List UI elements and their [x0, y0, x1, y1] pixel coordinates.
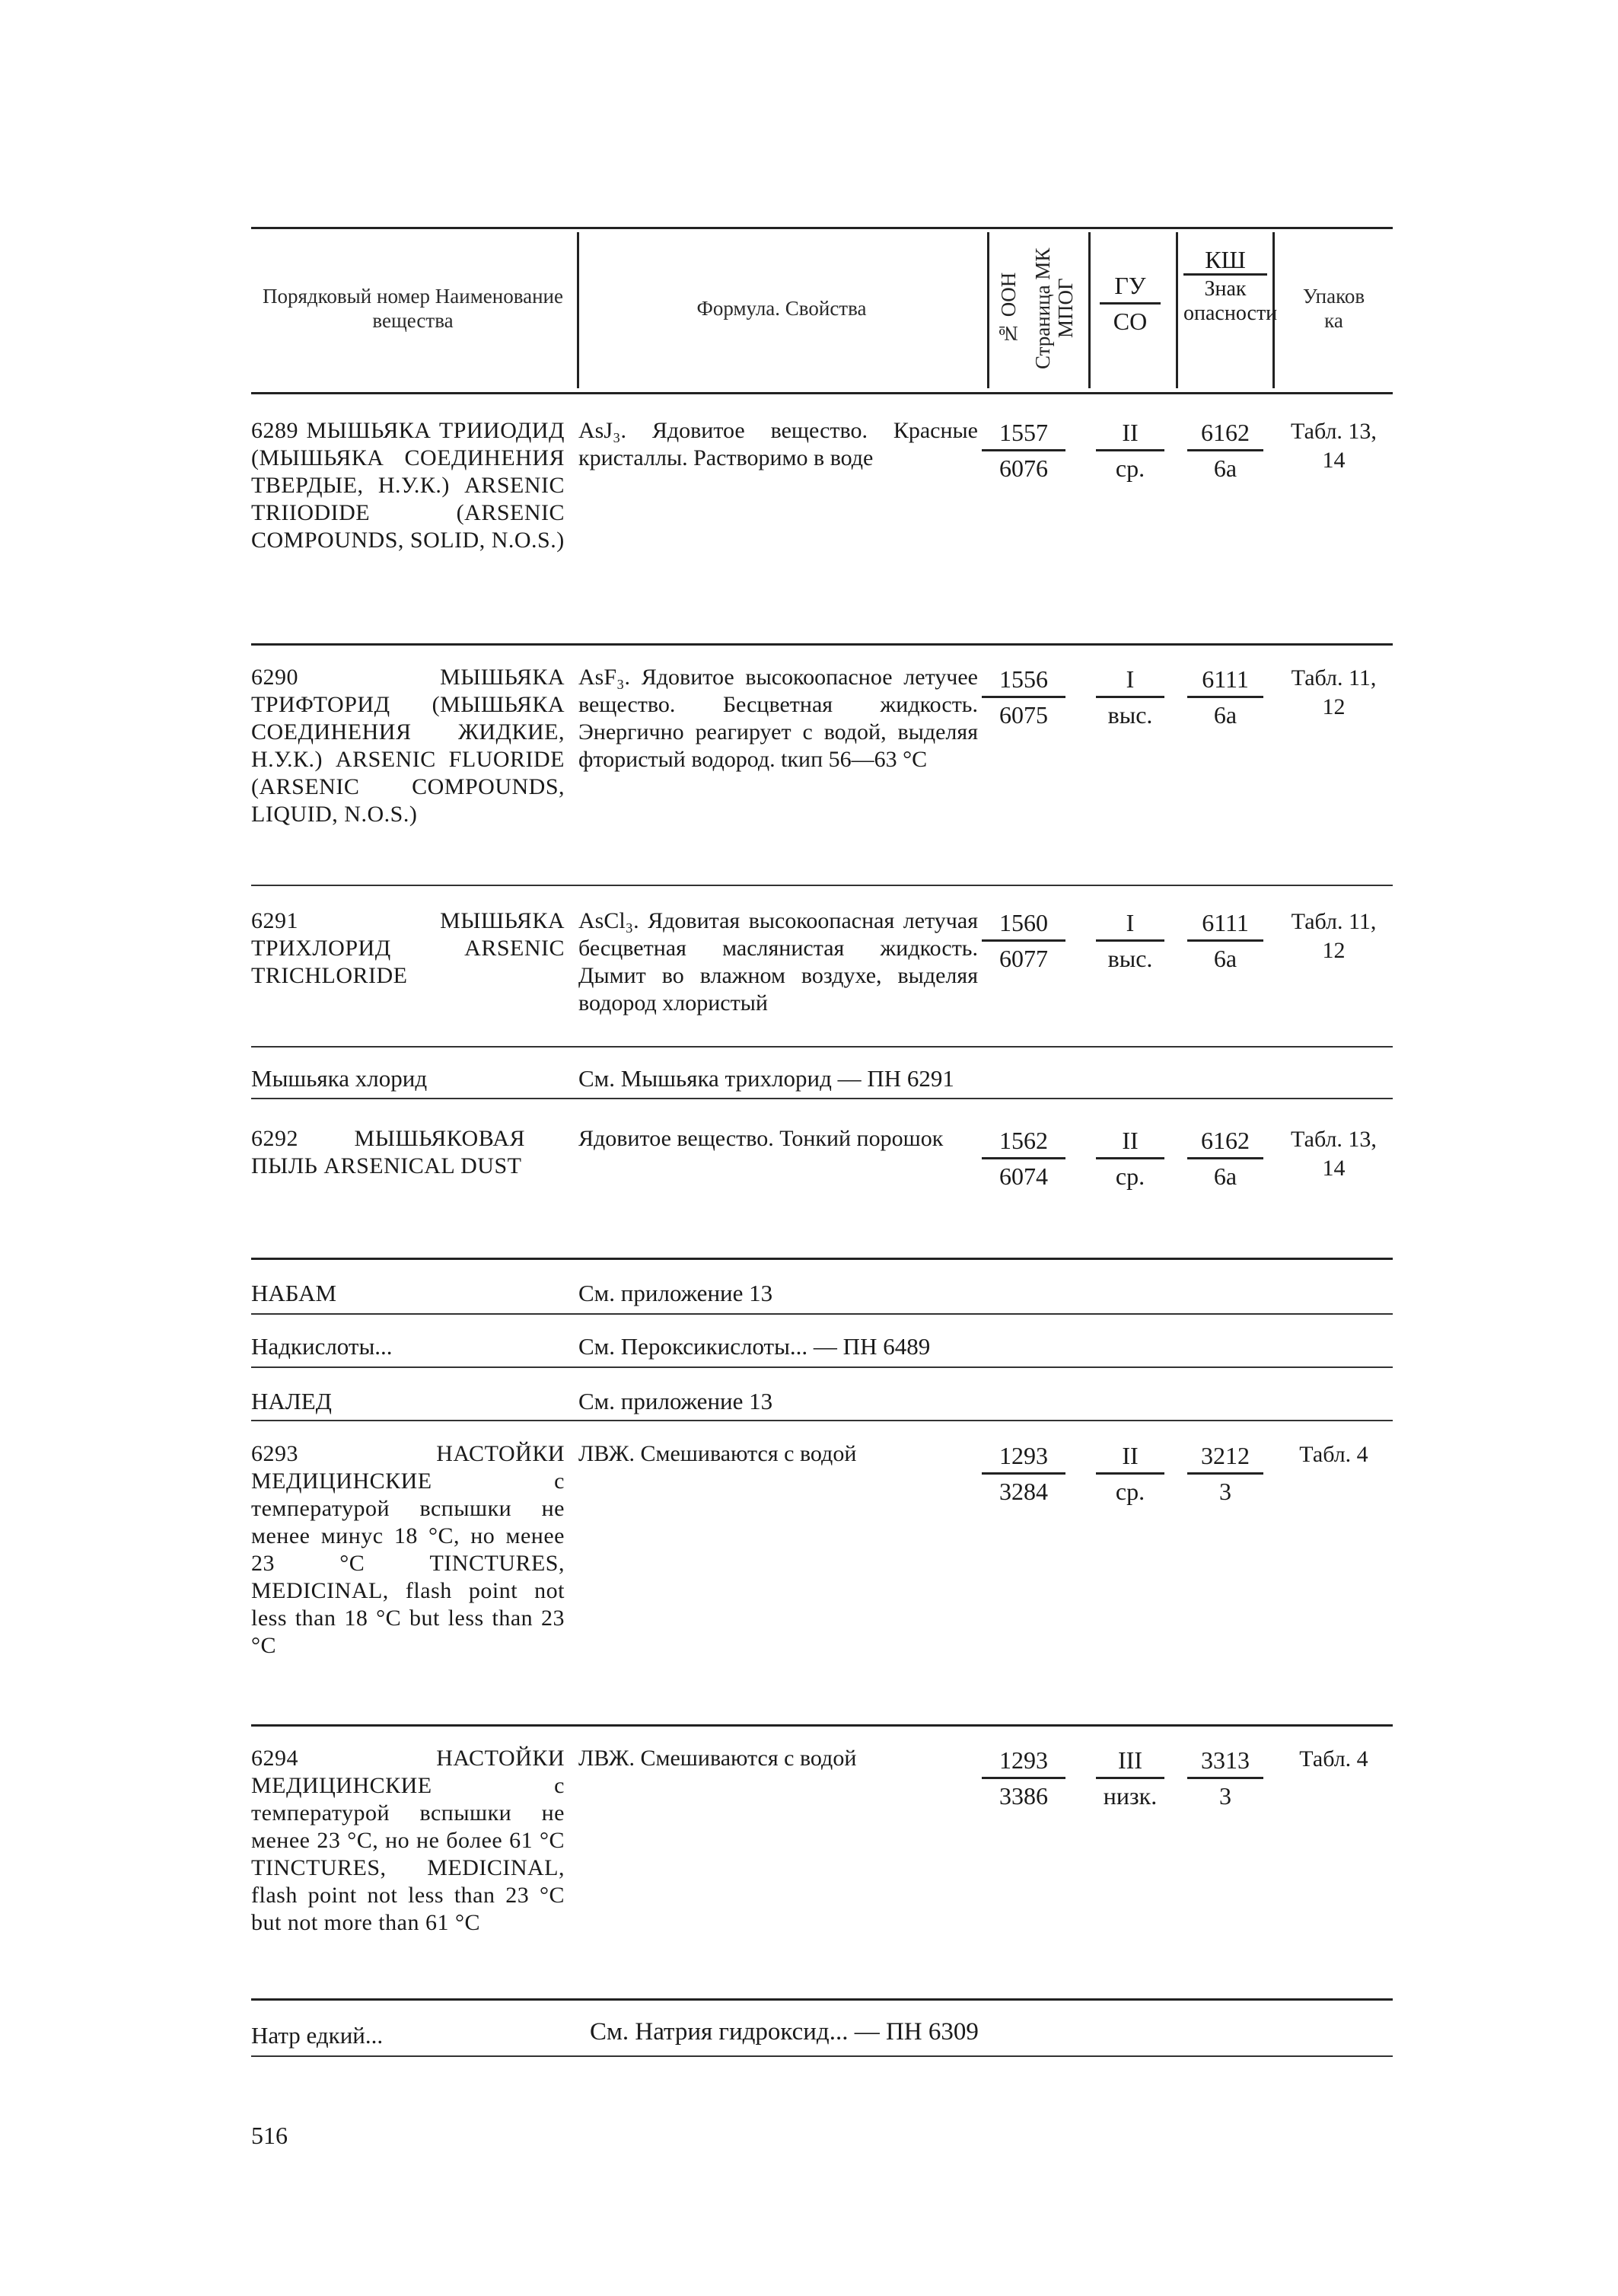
mk-page: 6077: [999, 945, 1048, 972]
header-bottom-rule: [251, 392, 1393, 394]
entry-name: 6294 НАСТОЙКИ МЕДИЦИНСКИЕ с температурой вспышки не менее 23 °С, но не более 61 °С TINCTURES, MEDICINAL, flash point not less than 23 °C but not more than 61 °C: [251, 1746, 565, 1935]
ksh-value: 6111: [1202, 909, 1249, 936]
entry-name: 6292 МЫШЬЯКОВАЯ ПЫЛЬ ARSENICAL DUST: [251, 1126, 525, 1178]
header-divider: [987, 232, 989, 388]
fraction-bar: [982, 449, 1065, 451]
hazard-sign: 3: [1219, 1478, 1231, 1505]
entry-formula: Ядовитое вещество. Тонкий порошок: [578, 1126, 944, 1151]
header-top-rule: [251, 227, 1393, 229]
co-value: выс.: [1107, 945, 1153, 972]
header-col-gu-co: [1100, 270, 1161, 336]
fraction-bar: [1187, 696, 1263, 698]
entry-gu-co: [1096, 907, 1164, 974]
co-value: низк.: [1103, 1782, 1158, 1810]
entry-rule: [251, 2055, 1393, 2057]
header-co-text: СО: [1113, 308, 1148, 335]
entry-pack: Табл. 11, 12: [1291, 665, 1377, 719]
entry-name: 6293 НАСТОЙКИ МЕДИЦИНСКИЕ с температурой вспышки не менее минус 18 °С, но менее 23 °С TINCTURES, MEDICINAL, flash point not less than 18 °C but less than 23 °C: [251, 1441, 565, 1658]
page-number: 516: [251, 2122, 288, 2149]
header-col-pack: [1279, 266, 1389, 350]
gu-value: I: [1126, 665, 1135, 693]
fraction-bar: [1187, 939, 1263, 942]
header-divider: [1272, 232, 1275, 388]
fraction-bar: [982, 1777, 1065, 1779]
un-number: 1556: [999, 665, 1048, 693]
entry-pack: Табл. 4: [1299, 1442, 1368, 1467]
header-col-pack-text: Упаковка: [1302, 285, 1365, 332]
fraction-bar: [1096, 1157, 1164, 1159]
ksh-value: 6162: [1201, 1127, 1250, 1154]
entry-gu-co: [1096, 1440, 1164, 1507]
un-number: 1560: [999, 909, 1048, 936]
ksh-value: 3313: [1201, 1746, 1250, 1774]
gu-value: II: [1122, 1127, 1139, 1154]
crossref-term: НАБАМ: [251, 1280, 337, 1306]
header-col-ksh-sign: [1183, 246, 1278, 326]
hazard-sign: 6а: [1213, 701, 1237, 729]
fraction-bar: [1187, 1157, 1263, 1159]
fraction-bar: [1187, 449, 1263, 451]
entry-formula: AsF₃. Ядовитое высокоопасное летучее вещество. Бесцветная жидкость. Энергично реагирует с водой, выделяя фтористый водород. tкип 56—63 °С: [578, 665, 978, 772]
entry-gu-co: [1096, 1125, 1164, 1191]
fraction-bar: [1096, 696, 1164, 698]
fraction-bar: [1187, 1472, 1263, 1475]
entry-un-page: [982, 1440, 1065, 1507]
fraction-bar: [982, 696, 1065, 698]
fraction-bar: [1187, 1777, 1263, 1779]
entry-pack: Табл. 4: [1299, 1746, 1368, 1771]
fraction-bar: [1096, 1472, 1164, 1475]
entry-ksh-sign: [1187, 1440, 1263, 1507]
mk-page: 6076: [999, 454, 1048, 482]
fraction-bar: [1096, 939, 1164, 942]
header-divider: [577, 232, 579, 388]
crossref-term: Мышьяка хлорид: [251, 1065, 428, 1092]
entry-ksh-sign: [1187, 1125, 1263, 1191]
entry-un-page: [982, 907, 1065, 974]
ksh-value: 3212: [1201, 1442, 1250, 1469]
crossref-ref: См. приложение 13: [578, 1280, 773, 1306]
mk-page: 6075: [999, 701, 1048, 729]
un-number: 1557: [999, 419, 1048, 446]
entry-pack: Табл. 11, 12: [1291, 909, 1377, 963]
crossref-term: НАЛЕД: [251, 1388, 332, 1414]
un-number: 1293: [999, 1746, 1048, 1774]
co-value: ср.: [1115, 454, 1145, 482]
co-value: выс.: [1107, 701, 1153, 729]
entry-formula: AsCl₃. Ядовитая высокоопасная летучая бесцветная маслянистая жидкость. Дымит во влажном воздухе, выделяя водород хлористый: [578, 908, 978, 1016]
entry-ksh-sign: [1187, 1745, 1263, 1811]
entry-rule: [251, 643, 1393, 646]
gu-value: I: [1126, 909, 1135, 936]
header-col-formula: [580, 251, 983, 365]
header-gu-text: ГУ: [1114, 272, 1146, 299]
mk-page: 3284: [999, 1478, 1048, 1505]
entry-name: 6290 МЫШЬЯКА ТРИФТОРИД (МЫШЬЯКА СОЕДИНЕНИЯ ЖИДКИЕ, Н.У.К.) ARSENIC FLUORIDE (ARSENIC COMPOUNDS, LIQUID, N.O.S.): [251, 665, 565, 827]
entry-gu-co: [1096, 417, 1164, 483]
header-col-page: [1027, 232, 1081, 384]
crossref-term: Натр едкий...: [251, 2022, 384, 2049]
header-col-name-text: Порядковый номер Наименование вещества: [263, 285, 563, 332]
header-divider: [1176, 232, 1178, 388]
ksh-value: 6111: [1202, 665, 1249, 693]
header-col-name: [251, 251, 575, 365]
fraction-bar: [1100, 302, 1161, 305]
gu-value: II: [1122, 1442, 1139, 1469]
gu-value: II: [1122, 419, 1139, 446]
entry-rule: [251, 885, 1393, 886]
fraction-bar: [982, 1157, 1065, 1159]
entry-pack: Табл. 13, 14: [1291, 1127, 1377, 1181]
entry-name: 6291 МЫШЬЯКА ТРИХЛОРИД ARSENIC TRICHLORIDE: [251, 908, 565, 988]
entry-formula: ЛВЖ. Смешиваются с водой: [578, 1746, 857, 1771]
un-number: 1293: [999, 1442, 1048, 1469]
header-col-formula-text: Формула. Свойства: [696, 297, 867, 320]
crossref-ref: См. Мышьяка трихлорид — ПН 6291: [578, 1065, 954, 1092]
entry-formula: ЛВЖ. Смешиваются с водой: [578, 1441, 857, 1466]
fraction-bar: [1096, 1777, 1164, 1779]
entry-gu-co: [1096, 664, 1164, 730]
hazard-sign: 3: [1219, 1782, 1231, 1810]
mk-page: 6074: [999, 1162, 1048, 1190]
entry-un-page: [982, 417, 1065, 483]
crossref-ref: См. приложение 13: [578, 1388, 773, 1414]
crossref-ref: См. Натрия гидроксид... — ПН 6309: [590, 2018, 979, 2046]
header-col-page-text: Страница МК МПОГ: [1031, 247, 1077, 369]
hazard-sign: 6а: [1213, 945, 1237, 972]
entry-rule: [251, 1366, 1393, 1368]
entry-un-page: [982, 664, 1065, 730]
entry-rule: [251, 1998, 1393, 2001]
un-number: 1562: [999, 1127, 1048, 1154]
entry-rule: [251, 1046, 1393, 1048]
co-value: ср.: [1115, 1162, 1145, 1190]
header-sign-text: Знак опасности: [1183, 277, 1278, 325]
header-col-un: [993, 232, 1024, 384]
hazard-sign: 6а: [1213, 454, 1237, 482]
entry-ksh-sign: [1187, 417, 1263, 483]
crossref-term: Надкислоты...: [251, 1333, 393, 1360]
fraction-bar: [982, 939, 1065, 942]
fraction-bar: [1096, 449, 1164, 451]
entry-rule: [251, 1724, 1393, 1727]
entry-ksh-sign: [1187, 664, 1263, 730]
crossref-ref: См. Пероксикислоты... — ПН 6489: [578, 1333, 931, 1360]
hazard-sign: 6а: [1213, 1162, 1237, 1190]
entry-rule: [251, 1313, 1393, 1315]
header-ksh-text: КШ: [1205, 246, 1246, 273]
header-col-un-text: № ООН: [997, 272, 1020, 345]
entry-pack: Табл. 13, 14: [1291, 419, 1377, 473]
entry-name: 6289 МЫШЬЯКА ТРИИОДИД (МЫШЬЯКА СОЕДИНЕНИЯ ТВЕРДЫЕ, Н.У.К.) ARSENIC TRIIODIDE (ARSENIC COMPOUNDS, SOLID, N.O.S.): [251, 418, 565, 553]
entry-rule: [251, 1420, 1393, 1421]
entry-rule: [251, 1258, 1393, 1260]
co-value: ср.: [1115, 1478, 1145, 1505]
ksh-value: 6162: [1201, 419, 1250, 446]
entry-formula: AsJ₃. Ядовитое вещество. Красные кристаллы. Растворимо в воде: [578, 418, 978, 470]
entry-gu-co: [1096, 1745, 1164, 1811]
header-divider: [1088, 232, 1091, 388]
entry-un-page: [982, 1125, 1065, 1191]
entry-rule: [251, 1098, 1393, 1099]
gu-value: III: [1118, 1746, 1142, 1774]
fraction-bar: [982, 1472, 1065, 1475]
fraction-bar: [1183, 273, 1267, 276]
entry-un-page: [982, 1745, 1065, 1811]
mk-page: 3386: [999, 1782, 1048, 1810]
entry-ksh-sign: [1187, 907, 1263, 974]
